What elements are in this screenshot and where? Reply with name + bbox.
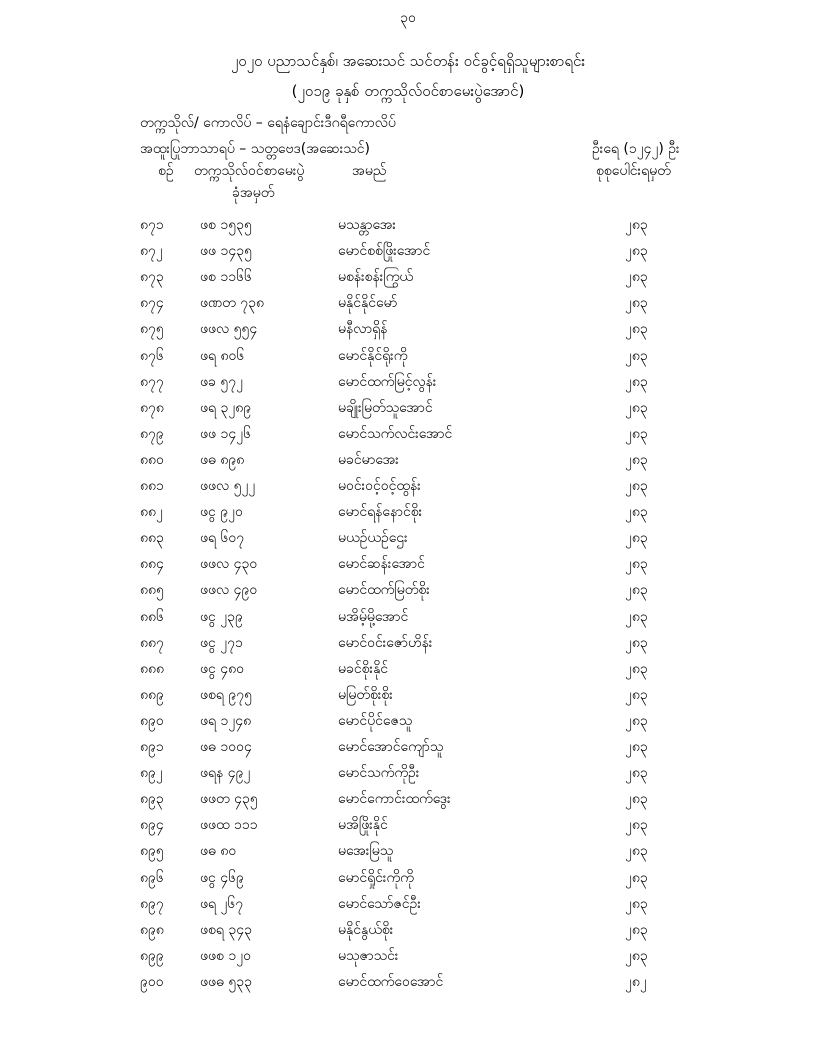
serial-number: ၈၈၁ xyxy=(140,478,164,494)
total-marks: ၂၈၃ xyxy=(625,895,648,912)
serial-number: ၈၇၂ xyxy=(140,243,163,260)
total-marks: ၂၈၃ xyxy=(625,399,648,416)
table-row xyxy=(0,659,816,681)
table-row xyxy=(0,946,816,968)
student-name: မောင်ဆန်းအောင် xyxy=(338,556,425,573)
roll-number: ဖဖဓ ၅၃၃ xyxy=(200,973,252,990)
table-row xyxy=(0,920,816,942)
table-row xyxy=(0,372,816,394)
student-name: မခင်မာအေး xyxy=(338,451,399,468)
table-row xyxy=(0,398,816,420)
serial-number: ၈၉၆ xyxy=(140,869,164,886)
total-marks: ၂၈၃ xyxy=(625,791,648,808)
serial-number: ၈၉၄ xyxy=(140,817,164,834)
table-row xyxy=(0,476,816,498)
student-name: မသန္တာအေး xyxy=(338,217,396,233)
table-row xyxy=(0,711,816,733)
student-name: မခင်စိုးနိုင် xyxy=(338,660,389,677)
serial-number: ၈၇၄ xyxy=(140,295,164,312)
roll-number: ဖခ ၅၇၂ xyxy=(200,373,243,390)
roll-number: ဖရ ၆၀၇ xyxy=(200,530,245,547)
table-row xyxy=(0,450,816,472)
total-marks: ၂၈၃ xyxy=(625,269,648,286)
roll-number: ဖစ ၁၅၃၅ xyxy=(200,217,252,233)
total-marks: ၂၈၃ xyxy=(625,660,648,677)
student-name: မောင်ထက်မြတ်စိုး xyxy=(338,582,430,599)
total-marks: ၂၈၃ xyxy=(625,712,648,729)
table-row xyxy=(0,580,816,602)
student-name: မချိုးမြတ်သူအောင် xyxy=(338,399,433,416)
serial-number: ၈၈၇ xyxy=(140,634,164,651)
student-name: မသုဇာသင်း xyxy=(338,947,399,964)
student-name: မောင်သက်ကိုဦး xyxy=(338,765,420,782)
student-name: မနီလာရှိန် xyxy=(338,321,388,338)
header-name: အမည် xyxy=(352,163,387,179)
total-marks: ၂၈၃ xyxy=(625,478,648,494)
roll-number: ဖဖ ၁၄၃၅ xyxy=(200,243,252,260)
total-marks: ၂၈၃ xyxy=(625,556,648,573)
roll-number: ဖရန ၄၉၂ xyxy=(200,765,251,782)
header-roll-line2: ခုံအမှတ် xyxy=(232,185,275,201)
serial-number: ၈၇၅ xyxy=(140,321,164,338)
serial-number: ၈၇၃ xyxy=(140,269,164,286)
total-marks: ၂၈၃ xyxy=(625,347,648,364)
total-marks: ၂၈၃ xyxy=(625,530,648,547)
student-name: မမြတ်စိုးစိုး xyxy=(338,686,393,703)
department-line: အထူးပြုဘာသာရပ် – သတ္တဗေဒ(အဆေးသင်) xyxy=(140,141,371,157)
roll-number: ဖစ ၁၁၆၆ xyxy=(200,269,252,286)
total-marks: ၂၈၃ xyxy=(625,739,648,755)
table-row xyxy=(0,789,816,811)
roll-number: ဖငွ ၂၇၁ xyxy=(200,634,243,651)
student-name: မောင်စစ်ဖြိုးအောင် xyxy=(338,243,431,260)
university-line: တက္ကသိုလ်/ ကောလိပ် – ရေနံချောင်းဒီဂရီကောလိပ် xyxy=(140,115,396,131)
roll-number: ဖဏတ ၇၃၈ xyxy=(200,295,264,312)
student-name: မောင်ဝင်းဇော်ဟိန်း xyxy=(338,634,433,651)
table-row xyxy=(0,424,816,446)
total-marks: ၂၈၃ xyxy=(625,765,648,782)
total-marks: ၂၈၃ xyxy=(625,425,648,442)
table-row xyxy=(0,815,816,837)
student-name: မောင်ကောင်းထက်ဒွေး xyxy=(338,791,451,808)
serial-number: ၈၈၆ xyxy=(140,608,164,625)
serial-number: ၈၉၈ xyxy=(140,921,164,938)
total-count: ဦးရေ (၁၂၄၂) ဦး xyxy=(592,141,680,157)
student-name: မနိုင်နိုင်မော် xyxy=(338,295,398,312)
roll-number: ဖဖလ ၅၂၂ xyxy=(200,478,256,494)
serial-number: ၈၈၉ xyxy=(140,686,164,703)
total-marks: ၂၈၃ xyxy=(625,217,648,233)
roll-number: ဖငွ ၄၈၀ xyxy=(200,660,244,677)
roll-number: ဖငွ ၄၆၉ xyxy=(200,869,244,886)
serial-number: ၈၈၅ xyxy=(140,582,164,599)
serial-number: ၈၉၇ xyxy=(140,895,164,912)
total-marks: ၂၈၃ xyxy=(625,608,648,625)
table-row xyxy=(0,319,816,341)
serial-number: ၈၉၁ xyxy=(140,739,164,755)
student-name: မအိဖြိုးနိုင် xyxy=(338,817,388,834)
serial-number: ၈၇၁ xyxy=(140,217,164,233)
student-name: မစန်းစန်းကြွယ် xyxy=(338,269,413,286)
student-name: မအိမ့်မို့အောင် xyxy=(338,608,409,625)
table-row xyxy=(0,972,816,994)
serial-number: ၈၉၉ xyxy=(140,947,164,964)
roll-number: ဖဓ ၁၀၀၄ xyxy=(200,739,252,755)
table-row xyxy=(0,502,816,524)
table-row xyxy=(0,868,816,890)
roll-number: ဖရ ၂၆၇ xyxy=(200,895,244,912)
table-row xyxy=(0,241,816,263)
table-row xyxy=(0,215,816,237)
total-marks: ၂၈၃ xyxy=(625,321,648,338)
serial-number: ၈၈၈ xyxy=(140,660,164,677)
total-marks: ၂၈၃ xyxy=(625,582,648,599)
table-row xyxy=(0,894,816,916)
serial-number: ၈၇၈ xyxy=(140,399,164,416)
table-row xyxy=(0,763,816,785)
table-row xyxy=(0,685,816,707)
total-marks: ၂၈၃ xyxy=(625,817,648,834)
student-name: မအေးမြသူ xyxy=(338,843,394,860)
total-marks: ၂၈၃ xyxy=(625,373,648,390)
table-row xyxy=(0,841,816,863)
roll-number: ဖရ ၈၀၆ xyxy=(200,347,245,364)
student-name: မောင်ရှိုင်းကိုကို xyxy=(338,869,414,886)
roll-number: ဖစရ ၃၄၃ xyxy=(200,921,252,938)
roll-number: ဖဖတ ၄၃၅ xyxy=(200,791,258,808)
serial-number: ၈၉၃ xyxy=(140,791,164,808)
serial-number: ၈၉၂ xyxy=(140,765,163,782)
total-marks: ၂၈၃ xyxy=(625,869,648,886)
student-name: မဝင်းဝင့်ဝင့်ထွန်း xyxy=(338,478,421,494)
serial-number: ၈၈၄ xyxy=(140,556,164,573)
serial-number: ၈၈၀ xyxy=(140,451,164,468)
roll-number: ဖဖ ၁၄၂၆ xyxy=(200,425,251,442)
table-row xyxy=(0,737,816,759)
serial-number: ၈၇၉ xyxy=(140,425,164,442)
serial-number: ၈၇၇ xyxy=(140,373,164,390)
table-row xyxy=(0,267,816,289)
total-marks: ၂၈၃ xyxy=(625,634,648,651)
roll-number: ဖဖလ ၄၉၀ xyxy=(200,582,258,599)
student-name: မောင်အောင်ကျော်သူ xyxy=(338,739,444,755)
table-row xyxy=(0,346,816,368)
student-name: မောင်ထက်မြင့်လွန်း xyxy=(338,373,437,390)
total-marks: ၂၈၂ xyxy=(625,973,647,990)
table-row xyxy=(0,293,816,315)
page-number: ၃၀ xyxy=(400,10,416,26)
student-name: မနိုင်နွယ်စိုး xyxy=(338,921,394,938)
total-marks: ၂၈၃ xyxy=(625,451,648,468)
roll-number: ဖဖထ ၁၁၁ xyxy=(200,817,258,834)
student-name: မောင်သော်ဇင်ဦး xyxy=(338,895,421,912)
student-name: မောင်သက်လင်းအောင် xyxy=(338,425,453,442)
roll-number: ဖဓ ၈၀ xyxy=(200,843,237,860)
roll-number: ဖဖစ ၁၂၀ xyxy=(200,947,251,964)
total-marks: ၂၈၃ xyxy=(625,295,648,312)
student-name: မောင်နိုင်ရိုးကို xyxy=(338,347,408,364)
student-name: မောင်ထက်ဝေအောင် xyxy=(338,973,444,990)
table-row xyxy=(0,633,816,655)
document-subtitle: (၂၀၁၉ ခုနှစ် တက္ကသိုလ်ဝင်စာမေးပွဲအောင်) xyxy=(291,82,525,100)
student-name: မယဉ်ယဉ်ဌေး xyxy=(338,530,408,547)
serial-number: ၈၈၂ xyxy=(140,504,163,521)
table-row xyxy=(0,528,816,550)
roll-number: ဖဖလ ၅၅၄ xyxy=(200,321,258,338)
roll-number: ဖစရ ၉၇၅ xyxy=(200,686,252,703)
document-title: ၂၀၂၀ ပညာသင်နှစ်၊ အဆေးသင် သင်တန်း ဝင်ခွင့်ရရှိသူများစာရင်း xyxy=(230,52,586,70)
header-serial: စဉ် xyxy=(158,163,174,179)
total-marks: ၂၈၃ xyxy=(625,843,648,860)
student-name: မောင်ရန်နောင်စိုး xyxy=(338,504,423,521)
table-row xyxy=(0,554,816,576)
roll-number: ဖဓ ၈၉၈ xyxy=(200,451,245,468)
total-marks: ၂၈၃ xyxy=(625,947,648,964)
serial-number: ၈၈၃ xyxy=(140,530,164,547)
roll-number: ဖဖလ ၄၃၀ xyxy=(200,556,258,573)
serial-number: ၈၉၅ xyxy=(140,843,164,860)
serial-number: ၈၉၀ xyxy=(140,712,164,729)
table-row xyxy=(0,607,816,629)
total-marks: ၂၈၃ xyxy=(625,686,648,703)
serial-number: ၈၇၆ xyxy=(140,347,164,364)
roll-number: ဖရ ၁၂၄၈ xyxy=(200,712,252,729)
total-marks: ၂၈၃ xyxy=(625,921,648,938)
roll-number: ဖရ ၃၂၈၉ xyxy=(200,399,252,416)
roll-number: ဖငွ ၉၂၀ xyxy=(200,504,243,521)
header-roll: တက္ကသိုလ်ဝင်စာမေးပွဲ xyxy=(194,163,305,179)
total-marks: ၂၈၃ xyxy=(625,243,648,260)
total-marks: ၂၈၃ xyxy=(625,504,648,521)
student-name: မောင်ပိုင်ဇေသူ xyxy=(338,712,413,729)
header-marks: စုစုပေါင်းရမှတ် xyxy=(596,163,671,179)
serial-number: ၉၀၀ xyxy=(140,973,164,990)
roll-number: ဖငွ ၂၃၉ xyxy=(200,608,243,625)
